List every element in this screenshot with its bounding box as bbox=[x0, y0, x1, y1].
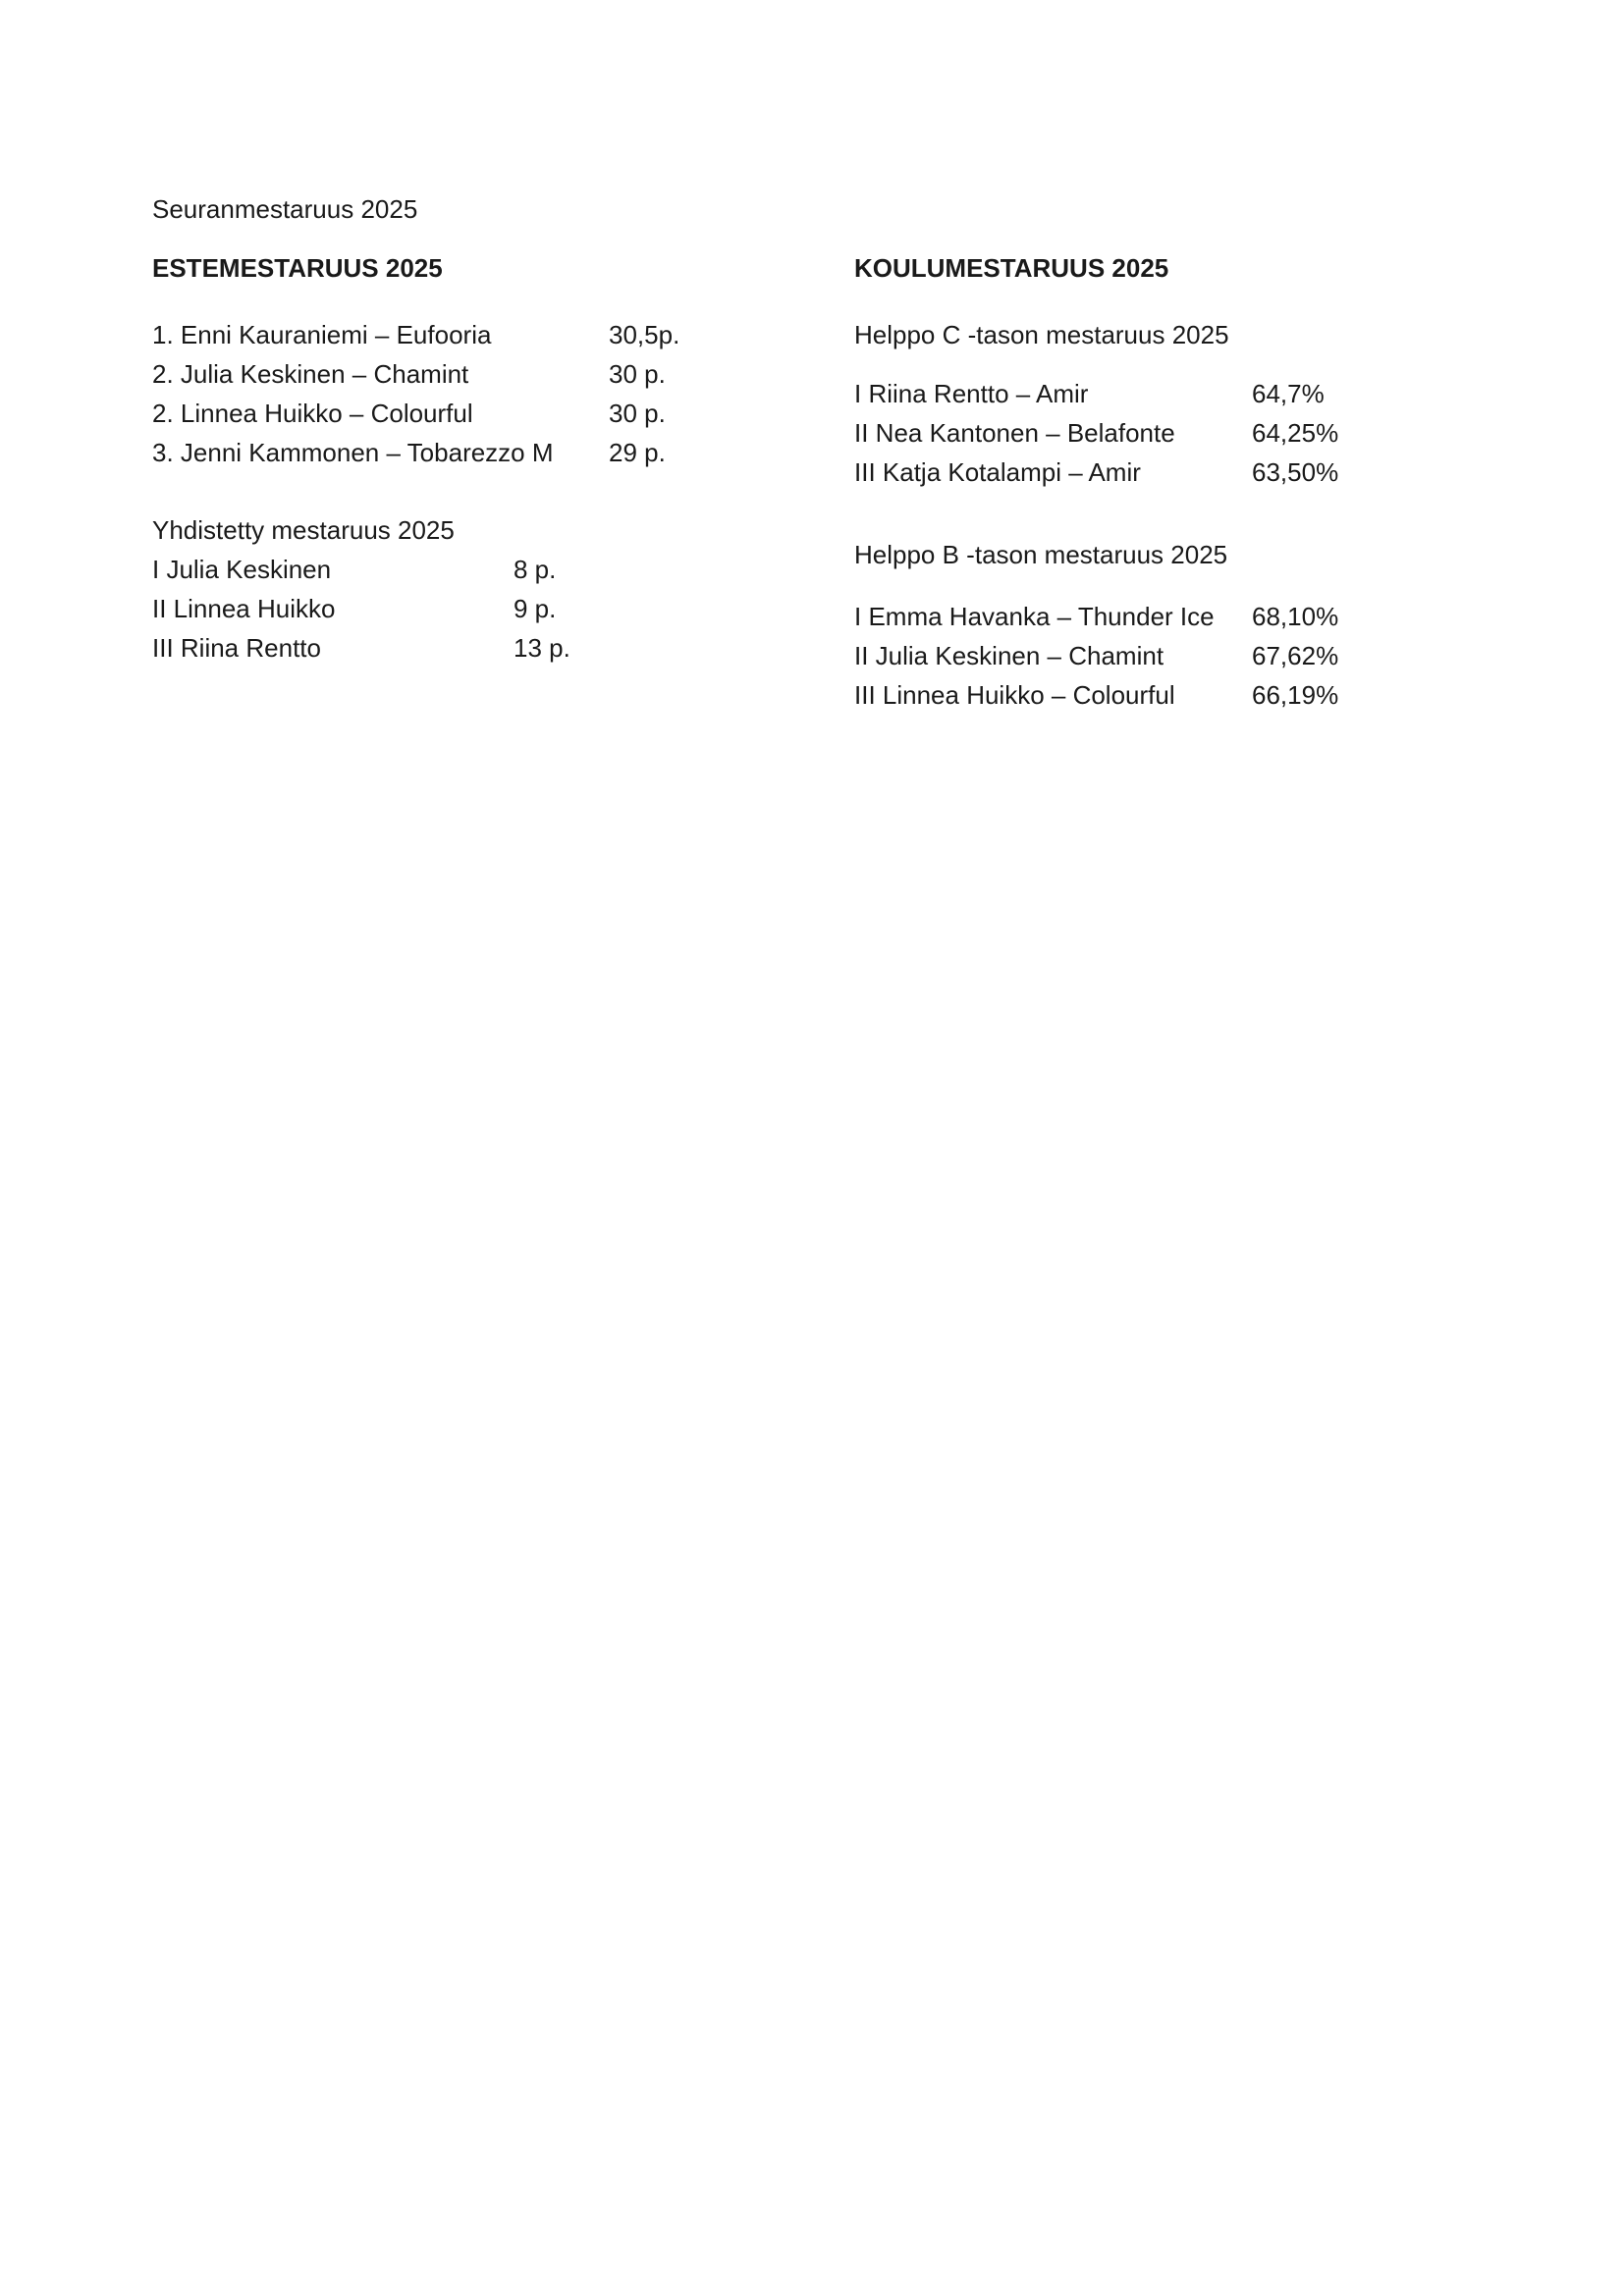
rider-horse-name: II Nea Kantonen – Belafonte bbox=[854, 418, 1175, 448]
rider-horse-name: 2. Linnea Huikko – Colourful bbox=[152, 399, 473, 428]
score-value: 67,62% bbox=[1252, 641, 1339, 670]
result-row bbox=[854, 453, 1542, 492]
score-value: 9 p. bbox=[514, 594, 557, 623]
score-value: 64,25% bbox=[1252, 418, 1339, 448]
result-row bbox=[854, 675, 1542, 715]
rider-horse-name: I Riina Rentto – Amir bbox=[854, 379, 1089, 408]
rider-name: III Riina Rentto bbox=[152, 633, 321, 663]
rider-horse-name: 3. Jenni Kammonen – Tobarezzo M bbox=[152, 438, 554, 467]
rider-horse-name: 2. Julia Keskinen – Chamint bbox=[152, 359, 469, 389]
rider-horse-name: III Linnea Huikko – Colourful bbox=[854, 680, 1175, 710]
score-value: 13 p. bbox=[514, 633, 570, 663]
result-row bbox=[854, 374, 1542, 413]
section-heading-koulumestaruus: KOULUMESTARUUS 2025 bbox=[854, 253, 1169, 283]
score-value: 30 p. bbox=[609, 399, 666, 428]
result-row bbox=[152, 589, 839, 628]
score-value: 68,10% bbox=[1252, 602, 1339, 631]
result-row bbox=[854, 636, 1542, 675]
subsection-heading-yhdistetty: Yhdistetty mestaruus 2025 bbox=[152, 515, 455, 545]
subsection-heading-helppo-c: Helppo C -tason mestaruus 2025 bbox=[854, 320, 1229, 349]
result-row bbox=[152, 550, 839, 589]
rider-horse-name: III Katja Kotalampi – Amir bbox=[854, 457, 1141, 487]
rider-horse-name: II Julia Keskinen – Chamint bbox=[854, 641, 1164, 670]
score-value: 30 p. bbox=[609, 359, 666, 389]
result-row bbox=[152, 315, 839, 354]
rider-horse-name: I Emma Havanka – Thunder Ice bbox=[854, 602, 1215, 631]
subsection-heading-helppo-b: Helppo B -tason mestaruus 2025 bbox=[854, 540, 1228, 569]
rider-name: II Linnea Huikko bbox=[152, 594, 336, 623]
result-row bbox=[152, 354, 839, 394]
score-value: 66,19% bbox=[1252, 680, 1339, 710]
rider-name: I Julia Keskinen bbox=[152, 555, 332, 584]
score-value: 64,7% bbox=[1252, 379, 1325, 408]
score-value: 30,5p. bbox=[609, 320, 680, 349]
rider-horse-name: 1. Enni Kauraniemi – Eufooria bbox=[152, 320, 492, 349]
score-value: 63,50% bbox=[1252, 457, 1339, 487]
score-value: 8 p. bbox=[514, 555, 557, 584]
result-row bbox=[152, 394, 839, 433]
result-row bbox=[152, 433, 839, 472]
document-title: Seuranmestaruus 2025 bbox=[152, 194, 418, 224]
result-row bbox=[854, 597, 1542, 636]
result-row bbox=[854, 413, 1542, 453]
result-row bbox=[152, 628, 839, 667]
score-value: 29 p. bbox=[609, 438, 666, 467]
section-heading-estemestaruus: ESTEMESTARUUS 2025 bbox=[152, 253, 443, 283]
